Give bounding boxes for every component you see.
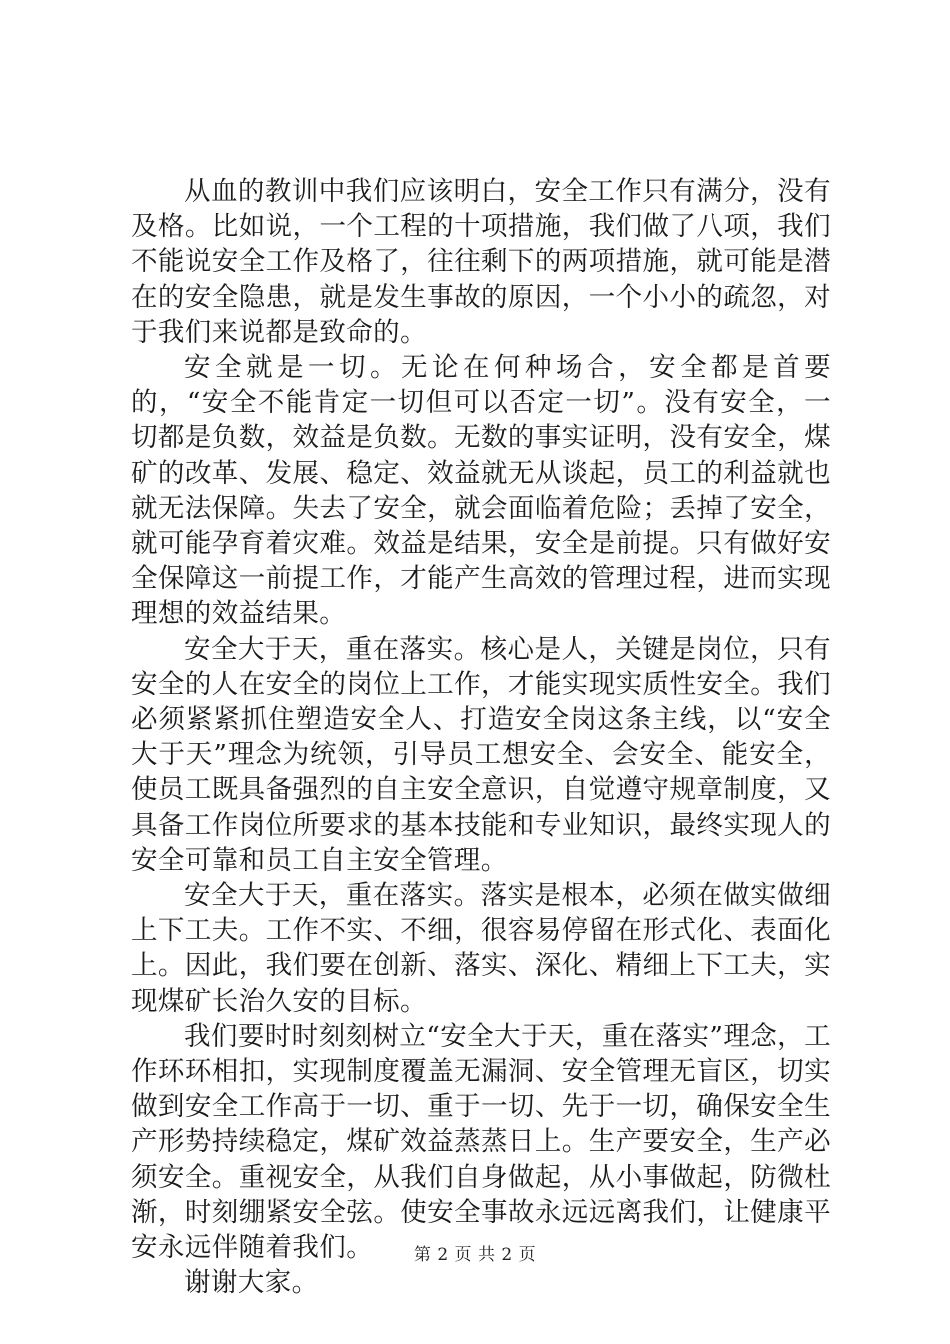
- paragraph-4: 安全大于天，重在落实。落实是根本，必须在做实做细上下工夫。工作不实、不细，很容易停留在形式化、表面化上。因此，我们要在创新、落实、深化、精细上下工夫，实现煤矿长治久安的目标。: [131, 880, 831, 1017]
- paragraph-6-closing: 谢谢大家。: [184, 1267, 319, 1299]
- paragraph-2: 安全就是一切。无论在何种场合，安全都是首要的，“安全不能肯定一切但可以否定一切”。没有安全，一切都是负数，效益是负数。无数的事实证明，没有安全，煤矿的改革、发展、稳定、效益就无从谈起，员工的利益就也就无法保障。失去了安全，就会面临着危险；丢掉了安全，就可能孕育着灾难。效益是结果，安全是前提。只有做好安全保障这一前提工作，才能产生高效的管理过程，进而实现理想的效益结果。: [131, 352, 831, 630]
- page-number-footer: 第 2 页 共 2 页: [413, 1245, 537, 1265]
- paragraph-1: 从血的教训中我们应该明白，安全工作只有满分，没有及格。比如说，一个工程的十项措施，我们做了八项，我们不能说安全工作及格了，往往剩下的两项措施，就可能是潜在的安全隐患，就是发生事故的原因，一个小小的疏忽，对于我们来说都是致命的。: [131, 176, 831, 348]
- paragraph-5: 我们要时时刻刻树立“安全大于天，重在落实”理念，工作环环相扣，实现制度覆盖无漏洞、安全管理无盲区，切实做到安全工作高于一切、重于一切、先于一切，确保安全生产形势持续稳定，煤矿效益蒸蒸日上。生产要安全，生产必须安全。重视安全，从我们自身做起，从小事做起，防微杜渐，时刻绷紧安全弦。使安全事故永远远离我们，让健康平安永远伴随着我们。: [131, 1020, 831, 1264]
- document-body: [131, 174, 831, 1301]
- paragraph-3: 安全大于天，重在落实。核心是人，关键是岗位，只有安全的人在安全的岗位上工作，才能实现实质性安全。我们必须紧紧抓住塑造安全人、打造安全岗这条主线，以“安全大于天”理念为统领，引导员工想安全、会安全、能安全，使员工既具备强烈的自主安全意识，自觉遵守规章制度，又具备工作岗位所要求的基本技能和专业知识，最终实现人的安全可靠和员工自主安全管理。: [131, 633, 831, 876]
